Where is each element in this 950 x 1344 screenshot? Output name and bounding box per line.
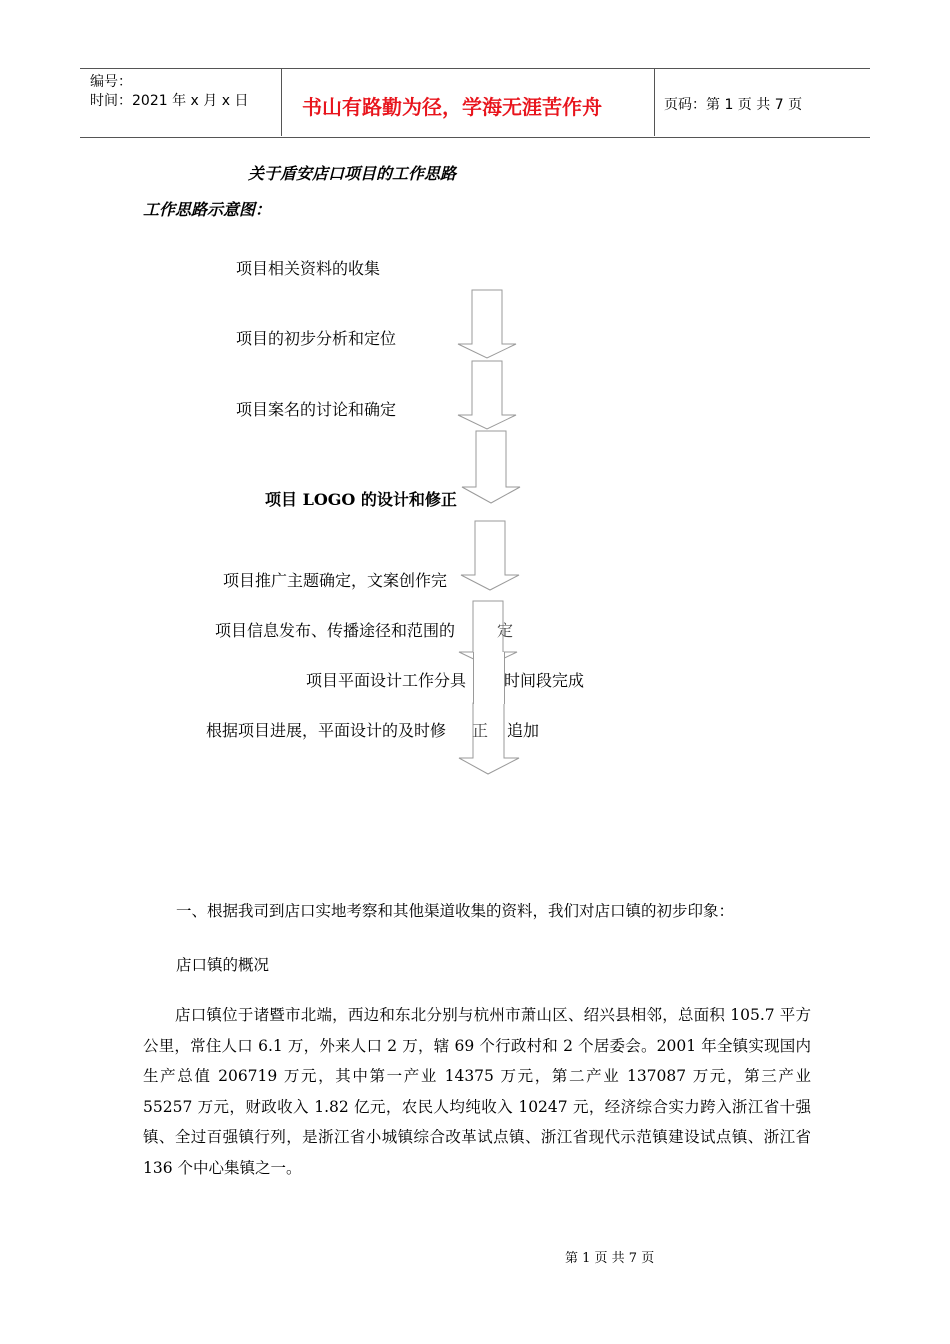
flow-step: 项目的初步分析和定位: [236, 329, 397, 348]
flow-step: 项目信息发布、传播途径和范围的: [215, 621, 456, 640]
flow-step: 时间段完成: [504, 671, 585, 690]
number-label: 编号：: [90, 74, 132, 90]
flow-step-fragment: 正: [472, 721, 489, 740]
flow-step-fragment: 定: [497, 621, 514, 640]
section-paragraph: 店口镇位于诸暨市北端，西边和东北分别与杭州市萧山区、绍兴县相邻，总面积 105.7 平方公里，常住人口 6.1 万，外来人口 2 万，辖 69 个行政村和 2 个居委会。2001 年全镇实现国内生产总值 206719 万元，其中第一产业 14375 万元，第二产业 137087 万元，第三产业 55257 万元，财政收入 1.82 亿元，农民人均纯收入 10247 元，经济综合实力跨入浙江省十强镇、全过百强镇行列，是浙江省小城镇综合改革试点镇、浙江省现代示范镇建设试点镇、浙江省 136 个中心集镇之一。: [143, 1006, 811, 1177]
flow-step: 根据项目进展，平面设计的及时修: [206, 721, 447, 740]
diagram-heading: 工作思路示意图：: [143, 200, 272, 219]
flow-step: 项目平面设计工作分具: [306, 671, 467, 690]
flow-step: 项目案名的讨论和确定: [236, 400, 397, 419]
time-label: 时间：2021 年 x 月 x 日: [90, 93, 249, 109]
page-label: 页码：第 1 页 共 7 页: [664, 97, 803, 113]
page-footer: 第 1 页 共 7 页: [565, 1251, 655, 1266]
down-arrow-icon: [461, 521, 519, 590]
down-arrow-icon: [458, 290, 516, 358]
arrow-shaft-overlay: [473, 652, 505, 704]
section-heading: 一、根据我司到店口实地考察和其他渠道收集的资料，我们对店口镇的初步印象：: [176, 902, 735, 920]
flow-step: 项目推广主题确定，文案创作完: [223, 571, 448, 590]
flow-step: 项目 LOGO 的设计和修正: [265, 490, 457, 509]
down-arrow-icon: [458, 361, 516, 429]
header-motto: 书山有路勤为径，学海无涯苦作舟: [302, 95, 602, 119]
flow-step: 项目相关资料的收集: [236, 259, 381, 278]
flow-step: 追加: [507, 721, 540, 740]
section-subheading: 店口镇的概况: [176, 956, 270, 974]
document-title: 关于盾安店口项目的工作思路: [248, 164, 457, 183]
down-arrow-icon: [462, 431, 520, 503]
